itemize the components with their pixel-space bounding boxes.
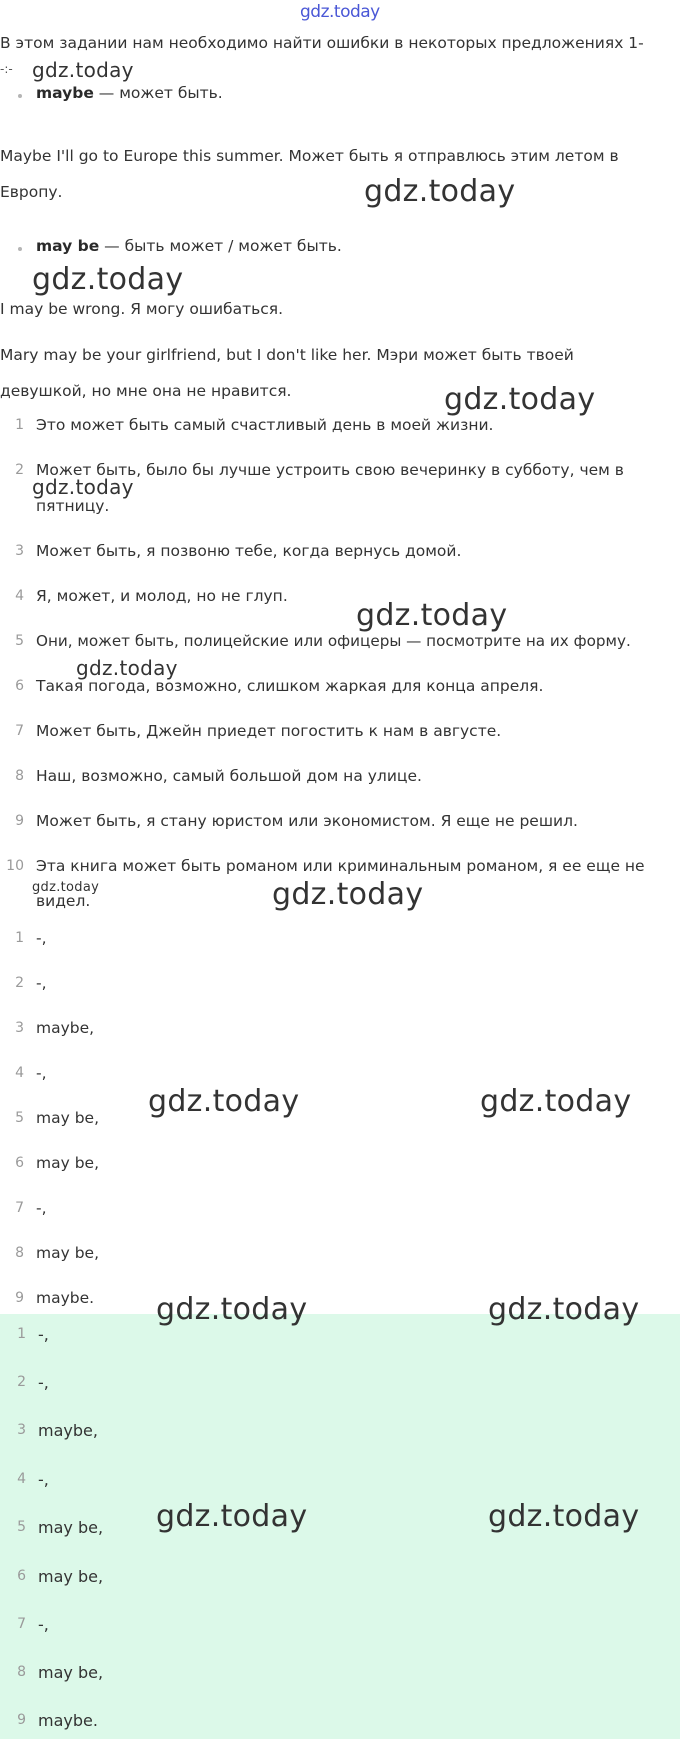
watermark: gdz.today [32,262,184,297]
answer-number: 3 [17,1422,26,1438]
answer-item: may be, [38,1518,104,1537]
example-3-line-2: девушкой, но мне она не нравится. [0,382,292,400]
list-item: Может быть, было бы лучше устроить свою вечеринку в субботу, чем в [36,461,624,479]
watermark: gdz.today [156,1499,308,1534]
bullet-dot [18,94,22,98]
answer-number: 7 [17,1616,26,1632]
answer-item: -, [36,974,47,992]
list-item: Может быть, я позвоню тебе, когда вернусь домой. [36,542,462,560]
list-item-number: 8 [15,768,24,784]
answer-item: maybe, [36,1019,95,1037]
list-item: Это может быть самый счастливый день в моей жизни. [36,416,494,434]
watermark: gdz.today [32,880,100,895]
watermark: gdz.today [356,598,508,633]
intro-line-2: -:- [0,62,13,76]
answer-item: -, [36,929,47,947]
list-item: Наш, возможно, самый большой дом на улице. [36,767,422,785]
watermark: gdz.today [444,382,596,417]
answer-number: 9 [17,1712,26,1728]
rule-text: — быть может / может быть. [99,237,342,255]
bullet-dot [18,247,22,251]
answer-item: may be, [36,1244,99,1262]
list-item: Я, может, и молод, но не глуп. [36,587,288,605]
watermark: gdz.today [480,1084,632,1119]
answer-item: -, [38,1325,49,1344]
list-item: Такая погода, возможно, слишком жаркая для конца апреля. [36,677,544,695]
list-item-number: 1 [15,417,24,433]
list-item: Может быть, Джейн приедет погостить к нам в августе. [36,722,502,740]
answer-item: may be, [36,1109,99,1127]
site-logo[interactable]: gdz.today [300,2,380,22]
list-item-number: 9 [15,813,24,829]
list-item-number: 3 [15,543,24,559]
watermark: gdz.today [272,877,424,912]
rule-maybe [36,84,223,102]
example-1-line-2: Европу. [0,183,63,201]
answer-number: 5 [15,1110,24,1126]
answer-number: 1 [15,930,24,946]
watermark: gdz.today [488,1499,640,1534]
answer-item: maybe. [36,1289,95,1307]
watermark: gdz.today [32,58,134,82]
list-item-number: 6 [15,678,24,694]
answer-item: may be, [38,1663,104,1682]
answer-number: 8 [17,1664,26,1680]
answer-item: -, [36,1064,47,1082]
list-item: Может быть, я стану юристом или экономистом. Я еще не решил. [36,812,578,830]
intro-line-1: В этом задании нам необходимо найти ошибки в некоторых предложениях 1- [0,34,644,52]
answer-number: 1 [17,1326,26,1342]
answer-item: maybe. [38,1711,98,1730]
answer-item: -, [38,1373,49,1392]
watermark: gdz.today [488,1292,640,1327]
list-item-number: 5 [15,633,24,649]
answer-number: 6 [17,1568,26,1584]
rule-text: — может быть. [93,84,223,102]
answer-number: 6 [15,1155,24,1171]
answer-item: -, [38,1615,49,1634]
list-item-number: 7 [15,723,24,739]
watermark: gdz.today [76,656,178,680]
answer-number: 9 [15,1290,24,1306]
list-item-number: 2 [15,462,24,478]
answer-item: may be, [36,1154,99,1172]
watermark: gdz.today [32,475,134,499]
list-item-number: 4 [15,588,24,604]
answer-item: maybe, [38,1421,98,1440]
rule-may-be [36,237,342,255]
answer-number: 8 [15,1245,24,1261]
answer-number: 2 [17,1374,26,1390]
rule-term: may be [36,237,100,255]
answer-item: -, [36,1199,47,1217]
answer-number: 2 [15,975,24,991]
list-item-continuation: видел. [36,892,91,910]
answer-item: may be, [38,1567,104,1586]
answer-number: 4 [17,1471,26,1487]
answer-number: 3 [15,1020,24,1036]
list-item-number: 10 [6,858,24,874]
answer-number: 4 [15,1065,24,1081]
example-1-line-1: Maybe I'll go to Europe this summer. Может быть я отправлюсь этим летом в [0,147,619,165]
example-2-line-1: I may be wrong. Я могу ошибаться. [0,300,284,318]
watermark: gdz.today [156,1292,308,1327]
watermark: gdz.today [364,174,516,209]
list-item: Эта книга может быть романом или криминальным романом, я ее еще не [36,857,645,875]
rule-term: maybe [36,84,94,102]
list-item-continuation: пятницу. [36,497,110,515]
answer-item: -, [38,1470,49,1489]
answer-number: 5 [17,1519,26,1535]
example-3-line-1: Mary may be your girlfriend, but I don't like her. Мэри может быть твоей [0,346,574,364]
answer-number: 7 [15,1200,24,1216]
watermark: gdz.today [148,1084,300,1119]
list-item: Они, может быть, полицейские или офицеры — посмотрите на их форму. [36,632,631,650]
